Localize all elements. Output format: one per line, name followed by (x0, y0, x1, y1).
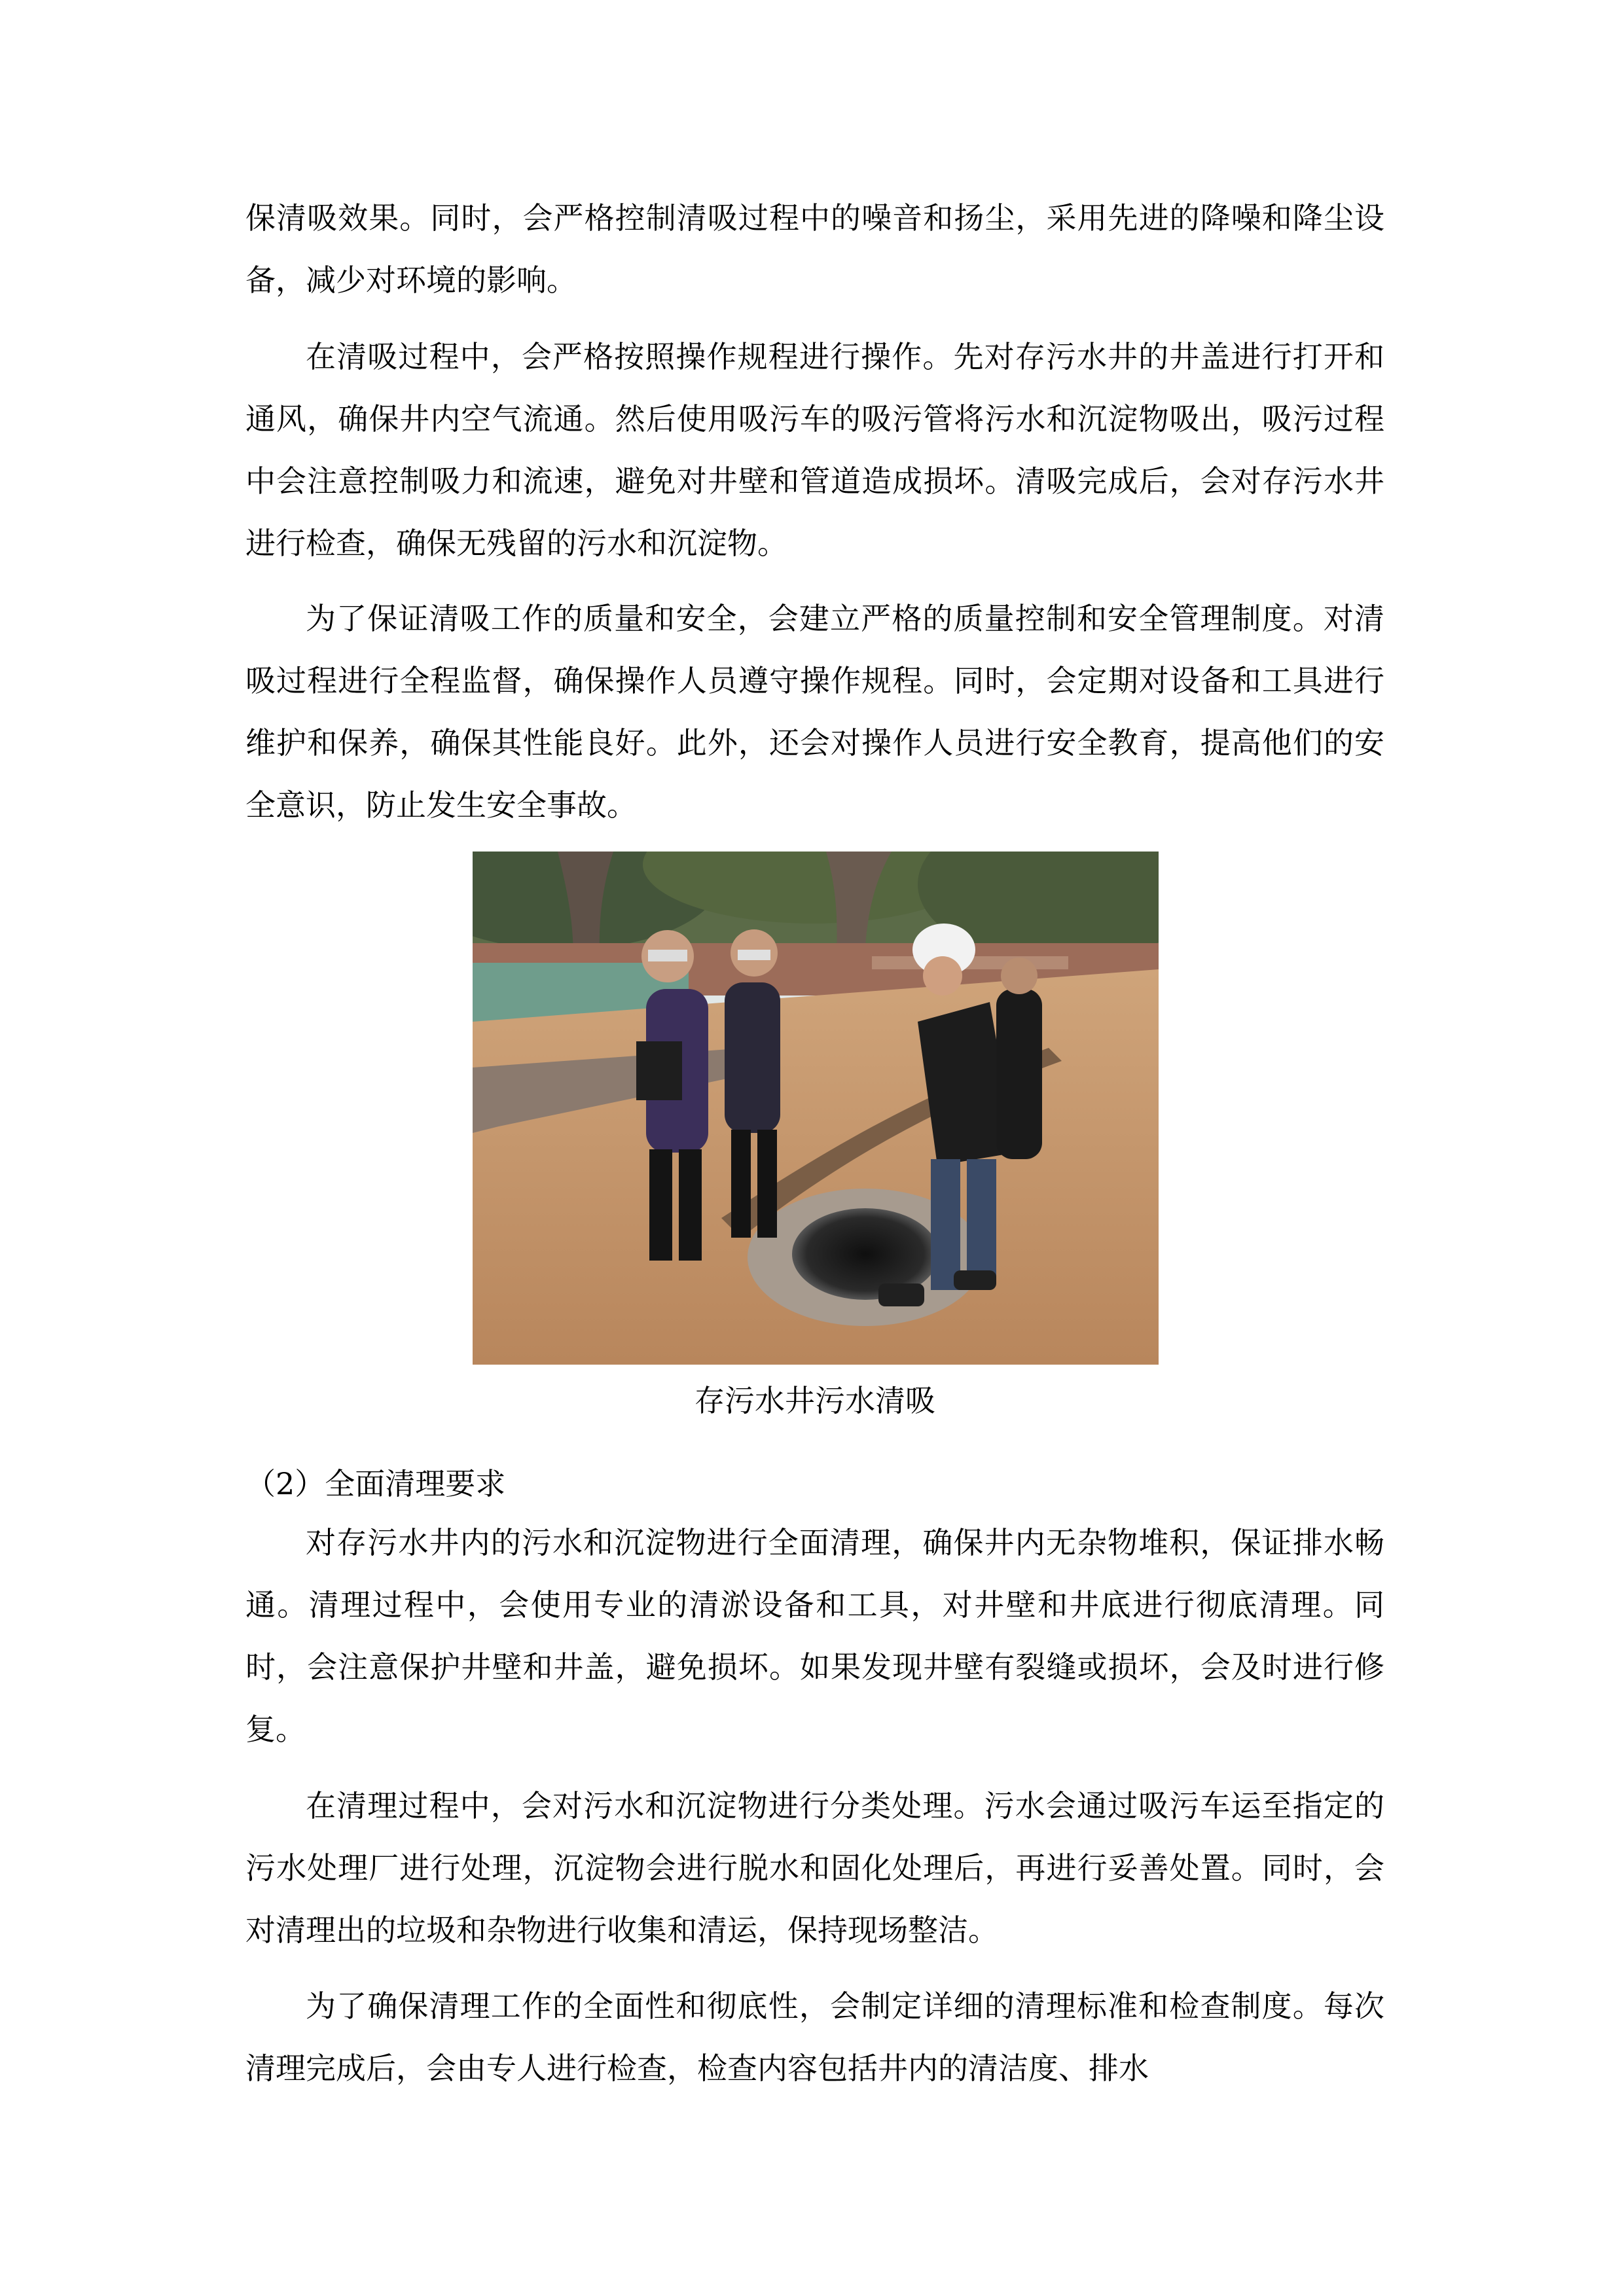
paragraph-inspection-standards: 为了确保清理工作的全面性和彻底性，会制定详细的清理标准和检查制度。每次清理完成后，会由专人进行检查，检查内容包括井内的清洁度、排水 (245, 1988, 1384, 2086)
paragraph-continuation: 保清吸效果。同时，会严格控制清吸过程中的噪音和扬尘，采用先进的降噪和降尘设备，减少对环境的影响。 (245, 200, 1384, 298)
paragraph-suction-procedure: 在清吸过程中，会严格按照操作规程进行操作。先对存污水井的井盖进行打开和通风，确保井内空气流通。然后使用吸污车的吸污管将污水和沉淀物吸出，吸污过程中会注意控制吸力和流速，避免对井壁和管道造成损坏。清吸完成后，会对存污水井进行检查，确保无残留的污水和沉淀物。 (245, 339, 1384, 561)
paragraph-full-cleaning: 对存污水井内的污水和沉淀物进行全面清理，确保井内无杂物堆积，保证排水畅通。清理过程中，会使用专业的清淤设备和工具，对井壁和井底进行彻底清理。同时，会注意保护井壁和井盖，避免损坏。如果发现井壁有裂缝或损坏，会及时进行修复。 (245, 1525, 1384, 1747)
figure-caption: 存污水井污水清吸 (695, 1383, 935, 1418)
section-heading: （2）全面清理要求 (245, 1466, 506, 1501)
site-photo (473, 852, 1159, 1365)
paragraph-classification: 在清理过程中，会对污水和沉淀物进行分类处理。污水会通过吸污车运至指定的污水处理厂进行处理，沉淀物会进行脱水和固化处理后，再进行妥善处置。同时，会对清理出的垃圾和杂物进行收集和清运，保持现场整洁。 (245, 1788, 1384, 1948)
paragraph-quality-safety: 为了保证清吸工作的质量和安全，会建立严格的质量控制和安全管理制度。对清吸过程进行全程监督，确保操作人员遵守操作规程。同时，会定期对设备和工具进行维护和保养，确保其性能良好。此外，还会对操作人员进行安全教育，提高他们的安全意识，防止发生安全事故。 (245, 601, 1384, 823)
